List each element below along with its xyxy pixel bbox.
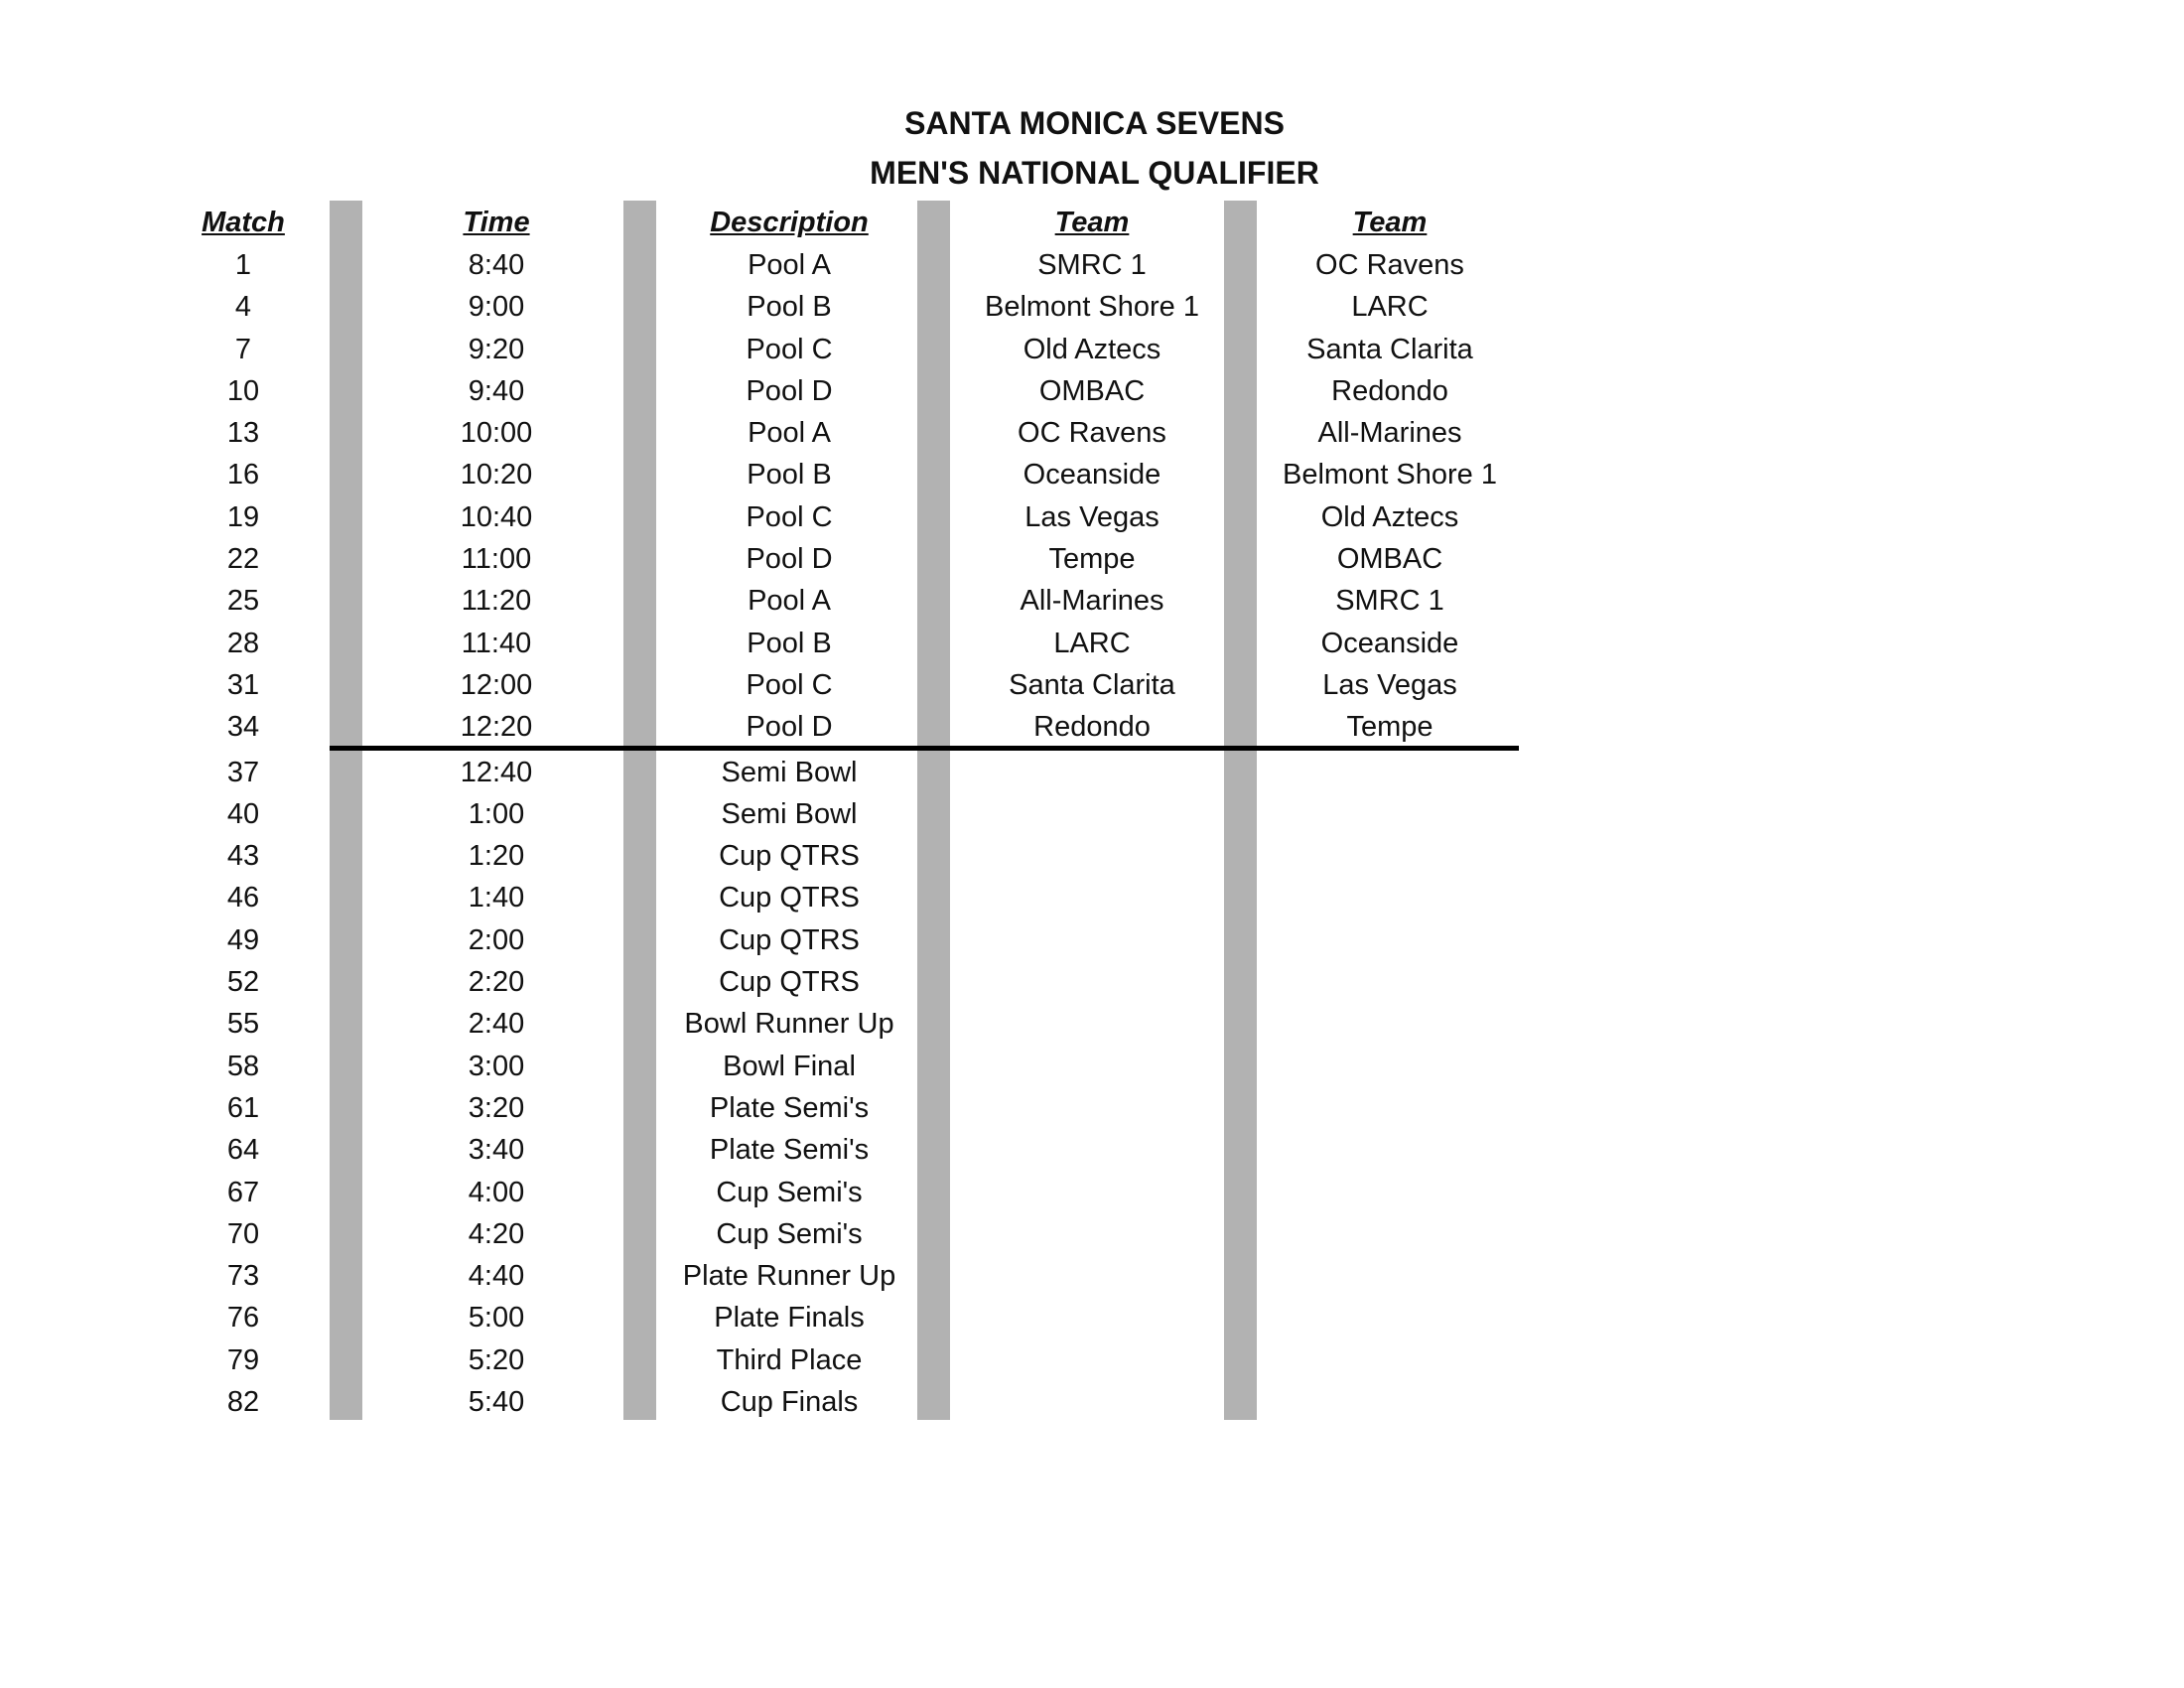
team-away: Old Aztecs xyxy=(1320,500,1459,533)
table-row xyxy=(0,412,2184,454)
match-description: Cup QTRS xyxy=(719,966,860,999)
team-away: All-Marines xyxy=(1317,417,1462,450)
team-away: OMBAC xyxy=(1336,543,1443,576)
match-number: 79 xyxy=(226,1343,260,1376)
match-description: Plate Finals xyxy=(714,1302,865,1335)
match-description: Plate Semi's xyxy=(709,1091,870,1124)
table-row xyxy=(0,1255,2184,1297)
match-description: Semi Bowl xyxy=(721,797,858,830)
team-home: Old Aztecs xyxy=(1023,333,1161,365)
table-row xyxy=(0,664,2184,706)
match-number: 61 xyxy=(226,1091,260,1124)
match-description: Pool A xyxy=(748,585,831,618)
team-away: Las Vegas xyxy=(1322,668,1457,701)
table-row xyxy=(0,877,2184,918)
match-description: Bowl Runner Up xyxy=(684,1008,894,1041)
match-description: Pool C xyxy=(746,500,833,533)
match-number: 10 xyxy=(226,374,260,407)
team-away: Oceanside xyxy=(1320,627,1459,659)
match-number: 19 xyxy=(226,500,260,533)
match-description: Pool B xyxy=(747,459,832,492)
match-description: Pool A xyxy=(748,417,831,450)
match-description: Semi Bowl xyxy=(721,756,858,788)
match-time: 11:20 xyxy=(461,585,532,618)
match-time: 2:00 xyxy=(468,923,525,956)
table-row xyxy=(0,1129,2184,1171)
match-time: 1:00 xyxy=(468,797,525,830)
header-team: Team xyxy=(1054,207,1130,238)
team-away: Belmont Shore 1 xyxy=(1282,459,1497,492)
table-row xyxy=(0,706,2184,748)
match-number: 1 xyxy=(234,249,252,281)
match-description: Cup Semi's xyxy=(716,1176,863,1208)
table-row xyxy=(0,454,2184,495)
match-time: 9:40 xyxy=(468,374,525,407)
match-time: 5:20 xyxy=(468,1343,525,1376)
table-row xyxy=(0,835,2184,877)
match-description: Third Place xyxy=(716,1343,863,1376)
match-description: Pool C xyxy=(746,668,833,701)
match-time: 4:40 xyxy=(468,1260,525,1293)
match-number: 70 xyxy=(226,1217,260,1250)
header-time: Time xyxy=(463,207,530,238)
team-away: Redondo xyxy=(1331,374,1448,407)
match-time: 4:20 xyxy=(468,1217,525,1250)
match-number: 43 xyxy=(226,840,260,873)
table-row xyxy=(0,329,2184,370)
match-time: 12:40 xyxy=(460,756,533,788)
table-row xyxy=(0,1339,2184,1381)
team-away: SMRC 1 xyxy=(1335,585,1444,618)
match-description: Pool D xyxy=(746,374,833,407)
table-row xyxy=(0,496,2184,538)
match-time: 5:00 xyxy=(468,1302,525,1335)
team-home: OC Ravens xyxy=(1018,417,1166,450)
team-home: OMBAC xyxy=(1038,374,1146,407)
match-time: 11:40 xyxy=(461,627,532,659)
match-number: 52 xyxy=(226,966,260,999)
table-row xyxy=(0,623,2184,664)
team-home: Redondo xyxy=(1033,711,1151,744)
match-number: 7 xyxy=(234,333,252,365)
match-time: 2:20 xyxy=(468,966,525,999)
team-home: Tempe xyxy=(1048,543,1136,576)
match-time: 4:00 xyxy=(468,1176,525,1208)
table-row xyxy=(0,538,2184,580)
match-description: Pool B xyxy=(747,627,832,659)
match-number: 16 xyxy=(226,459,260,492)
match-number: 4 xyxy=(234,291,252,324)
team-away: OC Ravens xyxy=(1315,249,1464,281)
table-row xyxy=(0,1213,2184,1255)
match-description: Plate Runner Up xyxy=(682,1260,896,1293)
match-number: 37 xyxy=(226,756,260,788)
match-number: 40 xyxy=(226,797,260,830)
match-time: 8:40 xyxy=(468,249,525,281)
match-time: 10:40 xyxy=(460,500,533,533)
team-home: All-Marines xyxy=(1020,585,1164,618)
match-number: 67 xyxy=(226,1176,260,1208)
match-number: 34 xyxy=(226,711,260,744)
team-home: Santa Clarita xyxy=(1009,668,1175,701)
match-number: 55 xyxy=(226,1008,260,1041)
match-description: Cup QTRS xyxy=(719,882,860,914)
match-description: Cup Semi's xyxy=(716,1217,863,1250)
match-number: 49 xyxy=(226,923,260,956)
team-home: Belmont Shore 1 xyxy=(984,291,1199,324)
table-row xyxy=(0,919,2184,961)
match-number: 82 xyxy=(226,1386,260,1419)
table-row xyxy=(0,1046,2184,1087)
header-match: Match xyxy=(202,207,285,238)
section-divider-line xyxy=(330,746,1519,751)
table-row xyxy=(0,370,2184,412)
team-home: Oceanside xyxy=(1023,459,1161,492)
table-row xyxy=(0,1381,2184,1423)
match-time: 5:40 xyxy=(468,1386,525,1419)
title-line-2: MEN'S NATIONAL QUALIFIER xyxy=(870,155,1319,191)
header-description: Description xyxy=(710,207,869,238)
table-row xyxy=(0,1003,2184,1045)
table-row xyxy=(0,580,2184,622)
team-home: Las Vegas xyxy=(1024,500,1160,533)
match-number: 13 xyxy=(226,417,260,450)
match-description: Pool B xyxy=(747,291,832,324)
match-description: Bowl Final xyxy=(723,1050,856,1082)
match-time: 3:20 xyxy=(468,1091,525,1124)
table-row xyxy=(0,961,2184,1003)
match-number: 73 xyxy=(226,1260,260,1293)
match-time: 3:40 xyxy=(468,1134,525,1167)
match-time: 12:20 xyxy=(460,711,533,744)
match-description: Pool C xyxy=(746,333,833,365)
match-number: 31 xyxy=(226,668,260,701)
team-home: LARC xyxy=(1053,627,1131,659)
table-row xyxy=(0,244,2184,286)
match-description: Cup Finals xyxy=(720,1386,859,1419)
header-team: Team xyxy=(1352,207,1428,238)
team-away: Tempe xyxy=(1346,711,1433,744)
match-number: 28 xyxy=(226,627,260,659)
match-time: 2:40 xyxy=(468,1008,525,1041)
team-away: LARC xyxy=(1351,291,1429,324)
table-row xyxy=(0,752,2184,793)
match-number: 46 xyxy=(226,882,260,914)
match-time: 11:00 xyxy=(461,543,532,576)
match-number: 76 xyxy=(226,1302,260,1335)
team-away: Santa Clarita xyxy=(1306,333,1473,365)
match-time: 9:00 xyxy=(468,291,525,324)
page-title xyxy=(794,98,1395,198)
match-time: 9:20 xyxy=(468,333,525,365)
schedule-table xyxy=(0,244,2184,1423)
match-description: Pool A xyxy=(748,249,831,281)
table-row xyxy=(0,793,2184,835)
table-row xyxy=(0,1087,2184,1129)
match-time: 12:00 xyxy=(460,668,533,701)
match-description: Pool D xyxy=(746,711,833,744)
match-time: 10:00 xyxy=(460,417,533,450)
match-time: 1:20 xyxy=(468,840,525,873)
match-description: Cup QTRS xyxy=(719,923,860,956)
table-row xyxy=(0,286,2184,328)
match-time: 10:20 xyxy=(460,459,533,492)
match-description: Cup QTRS xyxy=(719,840,860,873)
match-time: 1:40 xyxy=(468,882,525,914)
table-row xyxy=(0,1297,2184,1338)
match-number: 64 xyxy=(226,1134,260,1167)
match-number: 25 xyxy=(226,585,260,618)
match-time: 3:00 xyxy=(468,1050,525,1082)
table-row xyxy=(0,1172,2184,1213)
team-home: SMRC 1 xyxy=(1037,249,1147,281)
match-description: Plate Semi's xyxy=(709,1134,870,1167)
match-number: 58 xyxy=(226,1050,260,1082)
match-description: Pool D xyxy=(746,543,833,576)
match-number: 22 xyxy=(226,543,260,576)
title-line-1: SANTA MONICA SEVENS xyxy=(904,105,1285,141)
